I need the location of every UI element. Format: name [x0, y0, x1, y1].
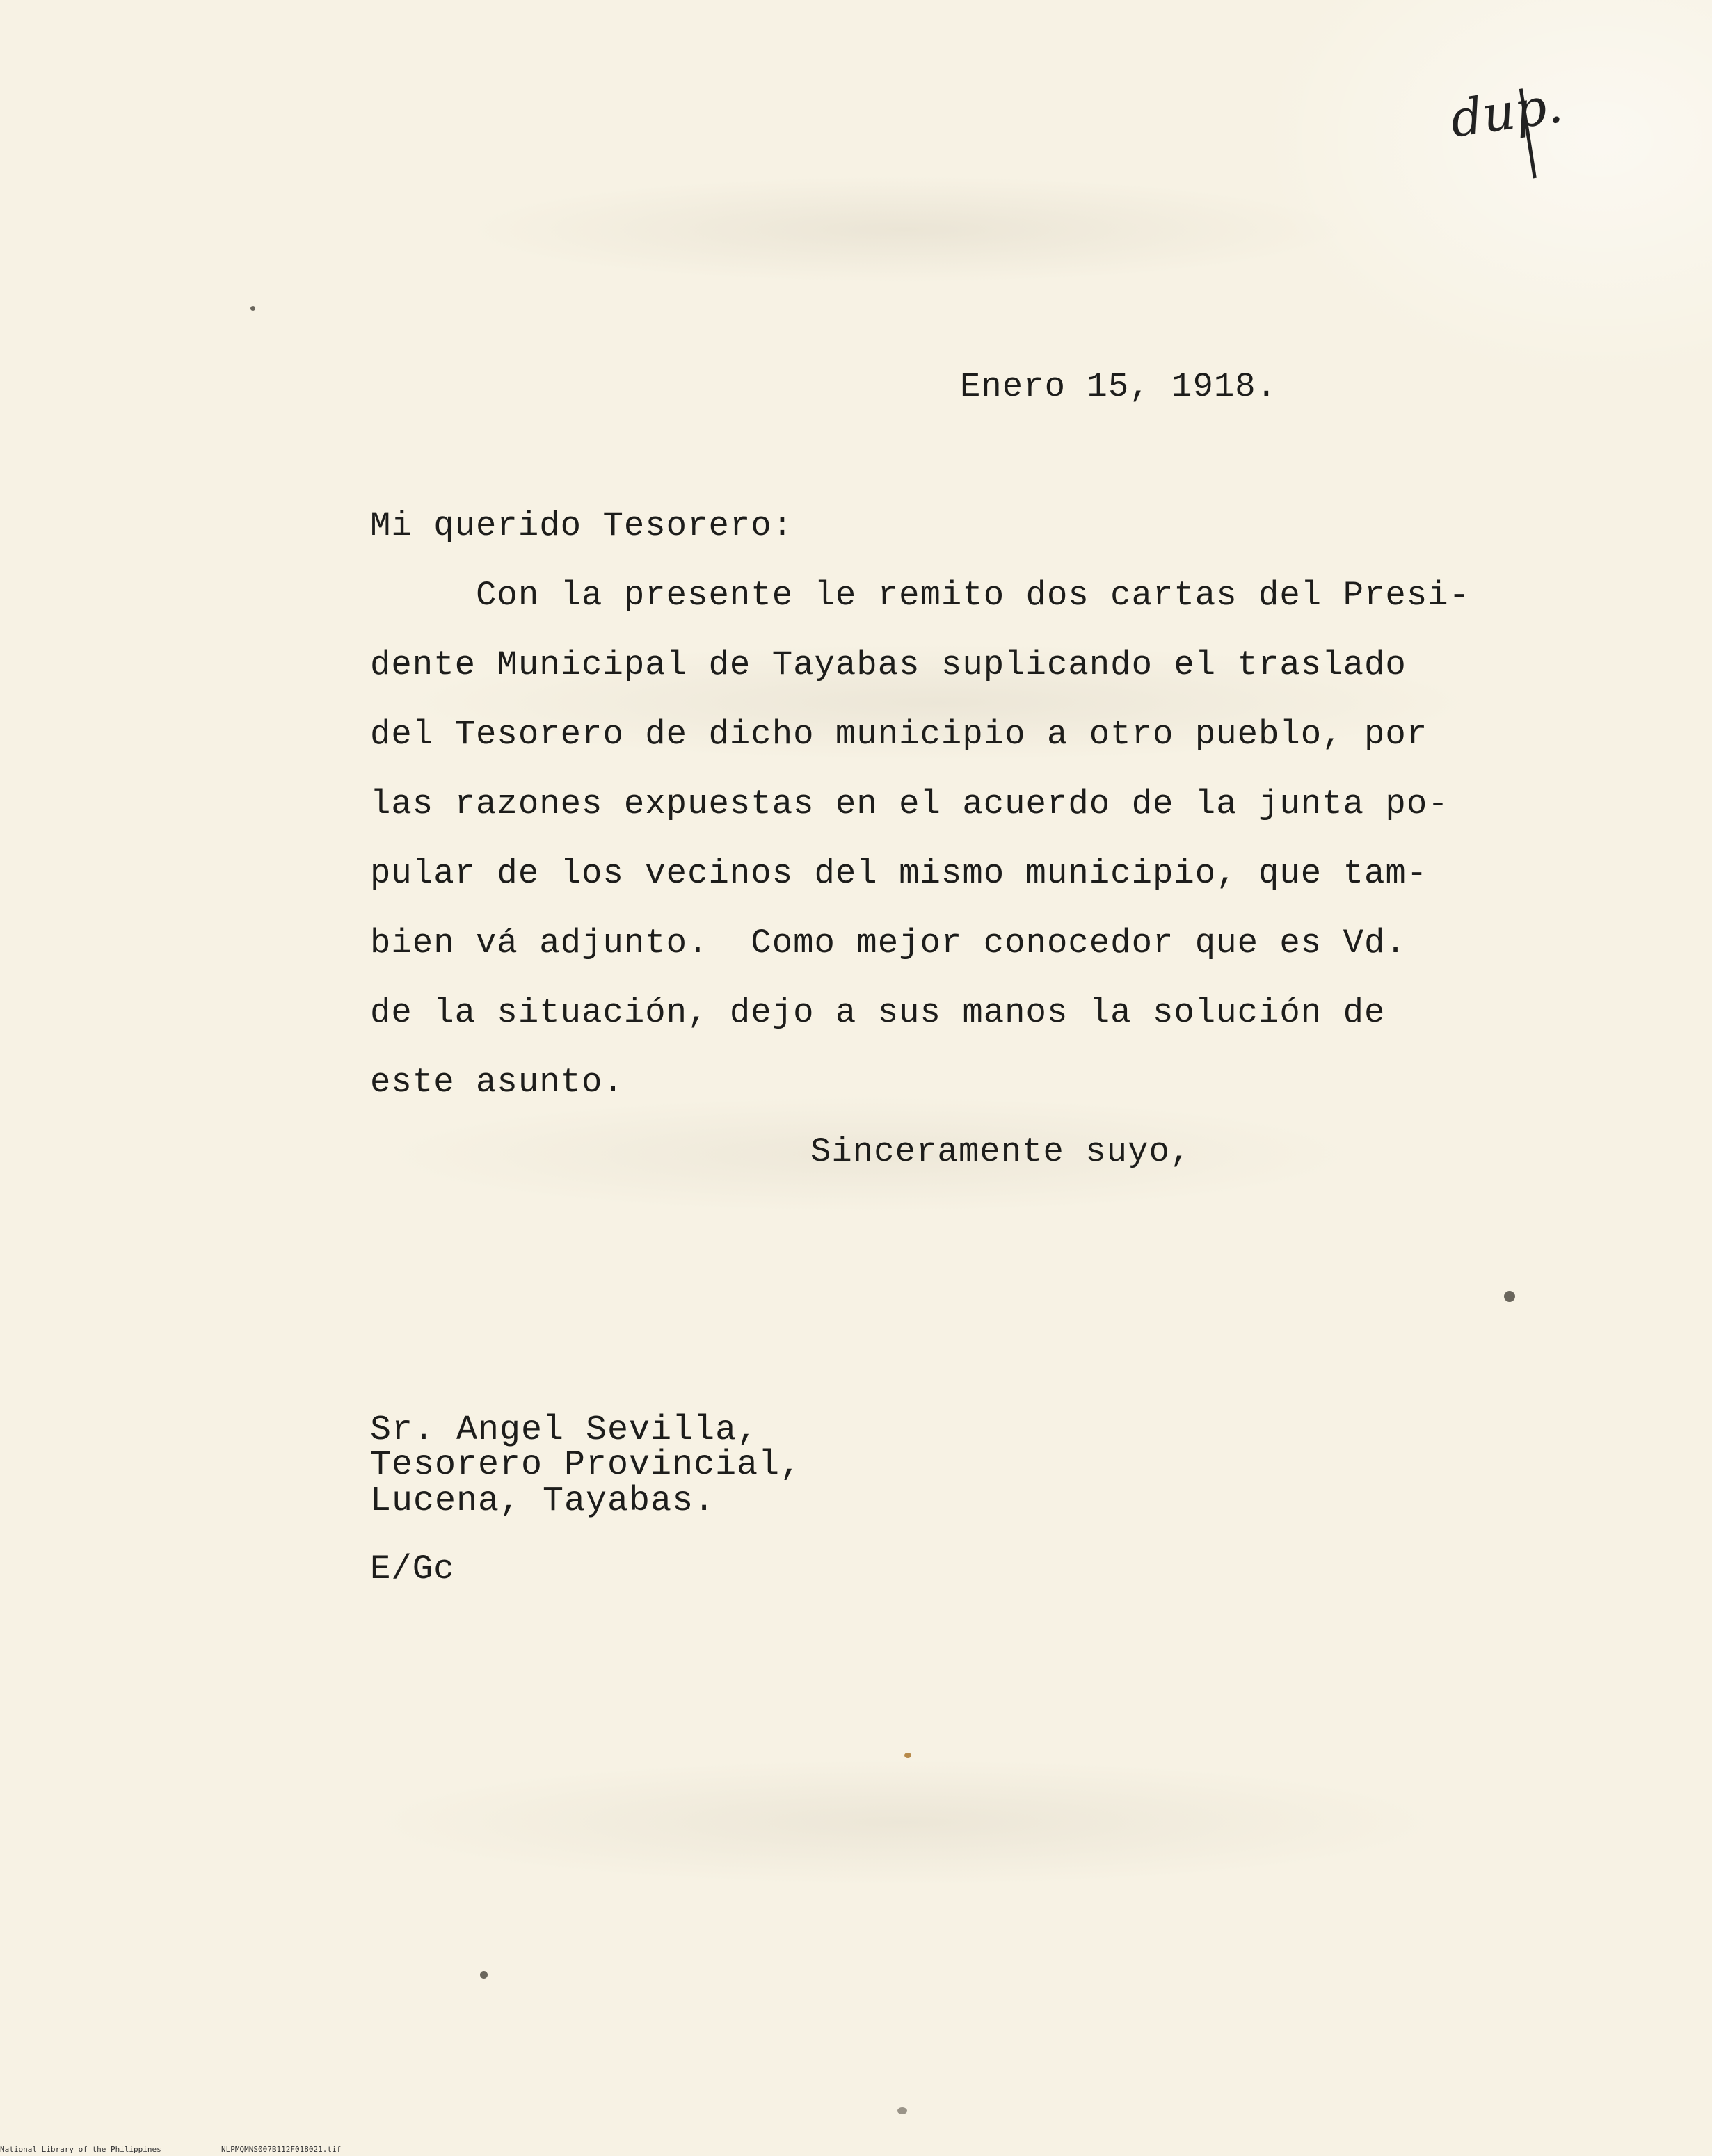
paper-speck: [480, 1971, 488, 1979]
paper-speck: [904, 1753, 911, 1758]
scan-footer: [0, 2145, 1712, 2156]
annotation-text: dup.: [1446, 75, 1567, 149]
body-line: bien vá adjunto. Como mejor conocedor que es Vd.: [370, 924, 1407, 963]
body-line: pular de los vecinos del mismo municipio, que tam-: [370, 854, 1428, 893]
footer-filename: NLPMQMNS007B112F018021.tif: [221, 2145, 342, 2154]
body-line: Con la presente le remito dos cartas del Presi-: [370, 576, 1471, 615]
body-line: este asunto.: [370, 1063, 624, 1102]
letter-greeting: Mi querido Tesorero:: [370, 506, 794, 545]
paper-speck: [1504, 1291, 1515, 1302]
annotation-stroke: [1432, 40, 1590, 197]
letter-closing: Sinceramente suyo,: [810, 1132, 1192, 1171]
address-line: Lucena, Tayabas.: [370, 1481, 716, 1521]
paper-speck: [897, 2107, 907, 2114]
body-line: las razones expuestas en el acuerdo de la junta po-: [370, 785, 1449, 823]
paper-speck: [250, 306, 255, 311]
body-line: dente Municipal de Tayabas suplicando el traslado: [370, 645, 1407, 684]
body-line: de la situación, dejo a sus manos la solución de: [370, 993, 1386, 1032]
body-line: del Tesorero de dicho municipio a otro pueblo, por: [370, 715, 1428, 754]
letter-date: Enero 15, 1918.: [960, 367, 1278, 406]
address-line: Tesorero Provincial,: [370, 1445, 802, 1485]
reference-initials: E/Gc: [370, 1550, 455, 1588]
address-line: Sr. Angel Sevilla,: [370, 1410, 759, 1450]
handwritten-annotation: [1432, 40, 1590, 197]
footer-library: National Library of the Philippines: [0, 2145, 161, 2154]
